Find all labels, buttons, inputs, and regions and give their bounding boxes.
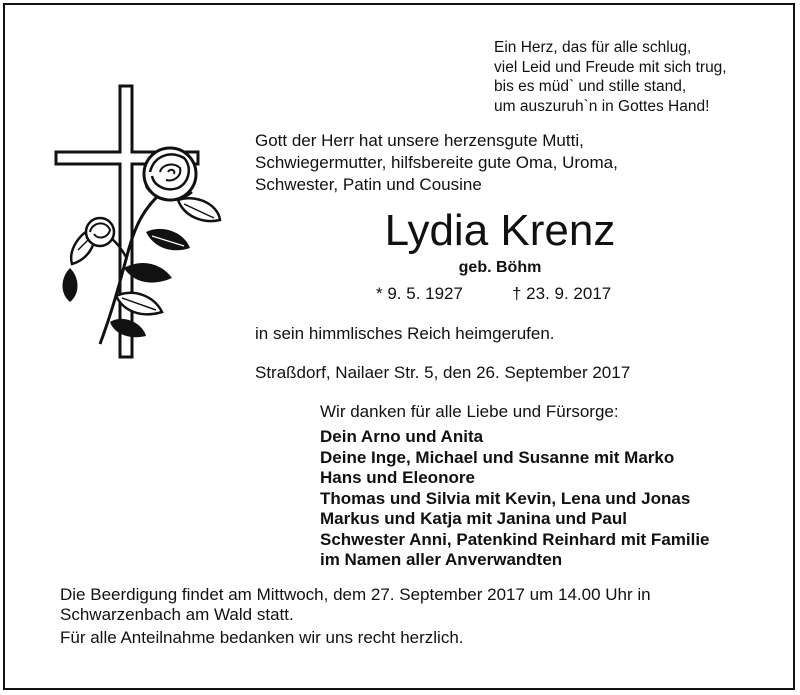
mourner-line: Schwester Anni, Patenkind Reinhard mit Familie	[320, 529, 710, 549]
mourner-line: Markus und Katja mit Janina und Paul	[320, 509, 627, 528]
mourner-line: Deine Inge, Michael und Susanne mit Marko	[320, 447, 675, 467]
poem-line: bis es müd` und stille stand,	[494, 78, 687, 95]
death-date: † 23. 9. 2017	[512, 284, 612, 303]
intro-text	[255, 130, 618, 196]
funeral-line: Schwarzenbach am Wald statt.	[60, 605, 294, 624]
mourner-line: Thomas und Silvia mit Kevin, Lena und Jonas	[320, 488, 691, 508]
called-home-text: in sein himmlisches Reich heimgerufen.	[255, 324, 555, 343]
intro-line: Gott der Herr hat unsere herzensgute Mutti,	[255, 131, 584, 150]
poem	[494, 38, 727, 116]
mourner-line: im Namen aller Anverwandten	[320, 550, 563, 569]
poem-line: um auszuruh`n in Gottes Hand!	[494, 97, 710, 115]
deceased-name: Lydia Krenz	[384, 206, 616, 255]
birth-date: * 9. 5. 1927	[376, 284, 463, 303]
mourner-line: Hans und Eleonore	[320, 468, 475, 487]
intro-line: Schwiegermutter, hilfsbereite gute Oma, Uroma,	[255, 153, 618, 172]
thanks-line: Wir danken für alle Liebe und Fürsorge:	[320, 402, 619, 421]
cross-with-rose-icon	[50, 82, 250, 362]
maiden-name: geb. Böhm	[458, 259, 542, 276]
mourners-list	[320, 427, 710, 571]
mourner-line: Dein Arno und Anita	[320, 427, 484, 446]
funeral-line: Die Beerdigung findet am Mittwoch, dem 27. September 2017 um 14.00 Uhr in	[60, 585, 651, 604]
intro-line: Schwester, Patin und Cousine	[255, 175, 482, 194]
poem-line: viel Leid und Freude mit sich trug,	[494, 58, 727, 76]
place-date: Straßdorf, Nailaer Str. 5, den 26. September 2017	[255, 363, 631, 382]
poem-line: Ein Herz, das für alle schlug,	[494, 39, 692, 56]
gratitude-text: Für alle Anteilnahme bedanken wir uns recht herzlich.	[60, 628, 464, 647]
funeral-info	[60, 585, 651, 625]
